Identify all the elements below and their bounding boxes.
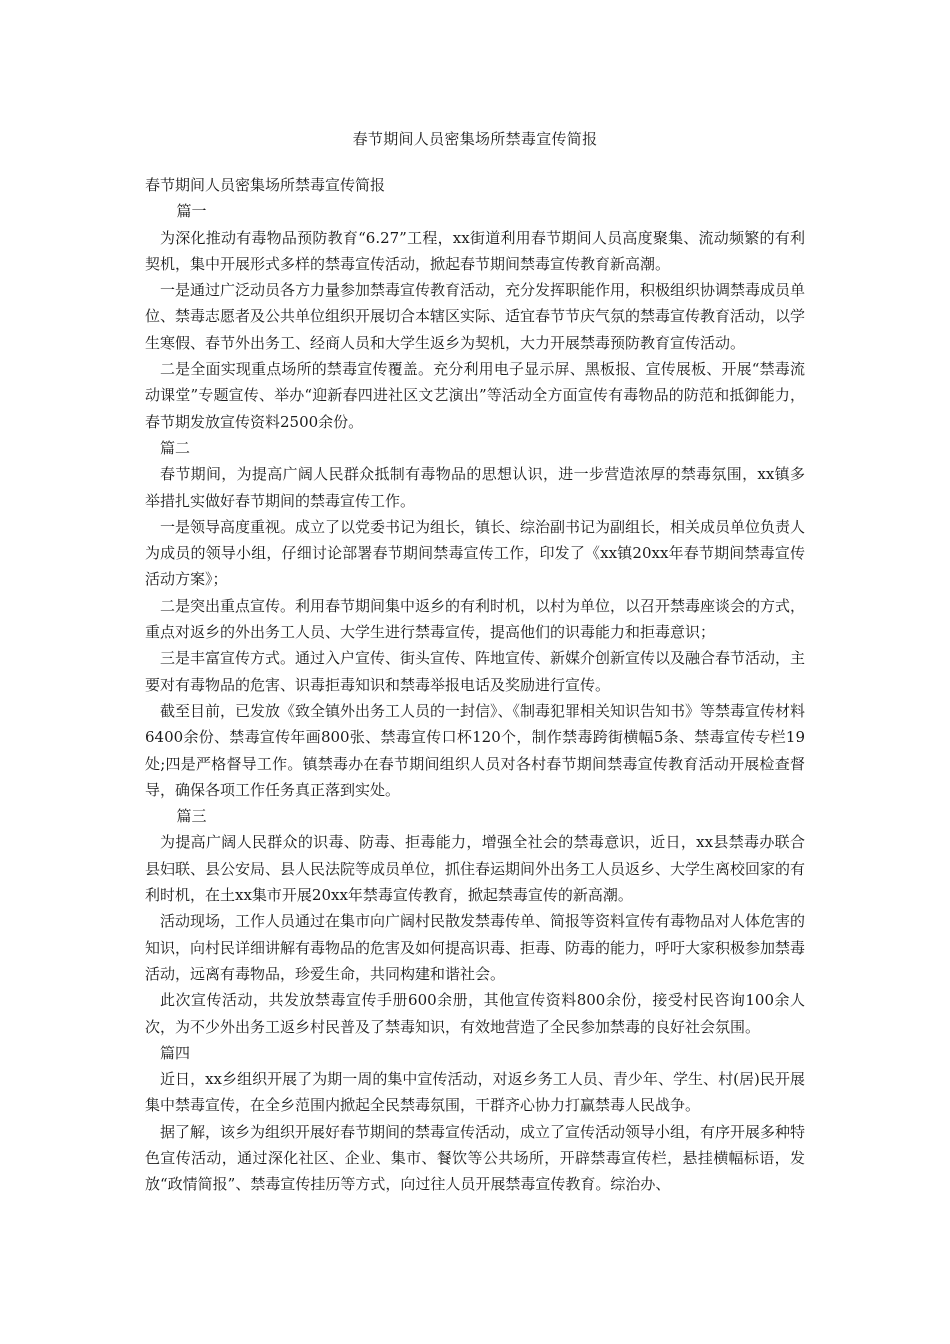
paragraph: 此次宣传活动，共发放禁毒宣传手册600余册，其他宣传资料800余份，接受村民咨询100余人次，为不少外出务工返乡村民普及了禁毒知识，有效地营造了全民参加禁毒的良好社会氛围。	[145, 991, 805, 1036]
paragraph: 一是领导高度重视。成立了以党委书记为组长，镇长、综治副书记为副组长，相关成员单位负责人为成员的领导小组，仔细讨论部署春节期间禁毒宣传工作，印发了《xx镇20xx年春节期间禁毒宣传活动方案》；	[145, 517, 806, 589]
paragraph: 截至目前，已发放《致全镇外出务工人员的一封信》、《制毒犯罪相关知识告知书》等禁毒宣传材料6400余份、禁毒宣传年画800张、禁毒宣传口杯120个，制作禁毒跨街横幅5条、禁毒宣传专栏19处;四是严格督导工作。镇禁毒办在春节期间组织人员对各村春节期间禁毒宣传教育活动开展检查督导，确保各项工作任务真正落到实处。	[145, 701, 806, 799]
paragraph: 二是突出重点宣传。利用春节期间集中返乡的有利时机，以村为单位，以召开禁毒座谈会的方式，重点对返乡的外出务工人员、大学生进行禁毒宣传，提高他们的识毒能力和拒毒意识；	[145, 596, 806, 642]
paragraph: 活动现场，工作人员通过在集市向广阔村民散发禁毒传单、简报等资料宣传有毒物品对人体危害的知识，向村民详细讲解有毒物品的危害及如何提高识毒、拒毒、防毒的能力，呼吁大家积极参加禁毒活动，远离有毒物品，珍爱生命，共同构建和谐社会。	[145, 912, 806, 983]
document-subtitle: 春节期间人员密集场所禁毒宣传简报	[145, 176, 386, 194]
section-heading-1: 篇一	[176, 202, 207, 221]
paragraph: 二是全面实现重点场所的禁毒宣传覆盖。充分利用电子显示屏、黑板报、宣传展板、开展“禁毒流动课堂”专题宣传、举办“迎新春四进社区文艺演出”等活动全方面宣传有毒物品的防范和抵御能力，春节期发放宣传资料2500余份。	[145, 360, 805, 431]
paragraph: 为深化推动有毒物品预防教育“6.27”工程，xx街道利用春节期间人员高度聚集、流动频繁的有利契机，集中开展形式多样的禁毒宣传活动，掀起春节期间禁毒宣传教育新高潮。	[145, 228, 805, 273]
section-heading-4: 篇四	[160, 1043, 191, 1062]
paragraph: 近日，xx乡组织开展了为期一周的集中宣传活动，对返乡务工人员、青少年、学生、村(居)民开展集中禁毒宣传，在全乡范围内掀起全民禁毒氛围，干群齐心协力打赢禁毒人民战争。	[145, 1070, 805, 1115]
paragraph: 据了解，该乡为组织开展好春节期间的禁毒宣传活动，成立了宣传活动领导小组，有序开展多种特色宣传活动，通过深化社区、企业、集市、餐饮等公共场所，开辟禁毒宣传栏，悬挂横幅标语，发放“政情简报”、禁毒宣传挂历等方式，向过往人员开展禁毒宣传教育。综治办、	[145, 1122, 806, 1194]
document-body	[145, 172, 805, 1198]
document-title: 春节期间人员密集场所禁毒宣传简报	[352, 130, 598, 148]
paragraph: 一是通过广泛动员各方力量参加禁毒宣传教育活动，充分发挥职能作用，积极组织协调禁毒成员单位、禁毒志愿者及公共单位组织开展切合本辖区实际、适宜春节节庆气氛的禁毒宣传教育活动，以学生寒假、春节外出务工、经商人员和大学生返乡为契机，大力开展禁毒预防教育宣传活动。	[145, 281, 806, 352]
paragraph: 春节期间，为提高广阔人民群众抵制有毒物品的思想认识，进一步营造浓厚的禁毒氛围，xx镇多举措扎实做好春节期间的禁毒宣传工作。	[145, 465, 805, 510]
paragraph: 为提高广阔人民群众的识毒、防毒、拒毒能力，增强全社会的禁毒意识，近日，xx县禁毒办联合县妇联、县公安局、县人民法院等成员单位，抓住春运期间外出务工人员返乡、大学生离校回家的有利时机，在土xx集市开展20xx年禁毒宣传教育，掀起禁毒宣传的新高潮。	[145, 833, 806, 905]
section-heading-3: 篇三	[176, 807, 207, 826]
section-heading-2: 篇二	[160, 438, 191, 457]
paragraph: 三是丰富宣传方式。通过入户宣传、街头宣传、阵地宣传、新媒介创新宣传以及融合春节活动，主要对有毒物品的危害、识毒拒毒知识和禁毒举报电话及奖励进行宣传。	[145, 649, 806, 694]
